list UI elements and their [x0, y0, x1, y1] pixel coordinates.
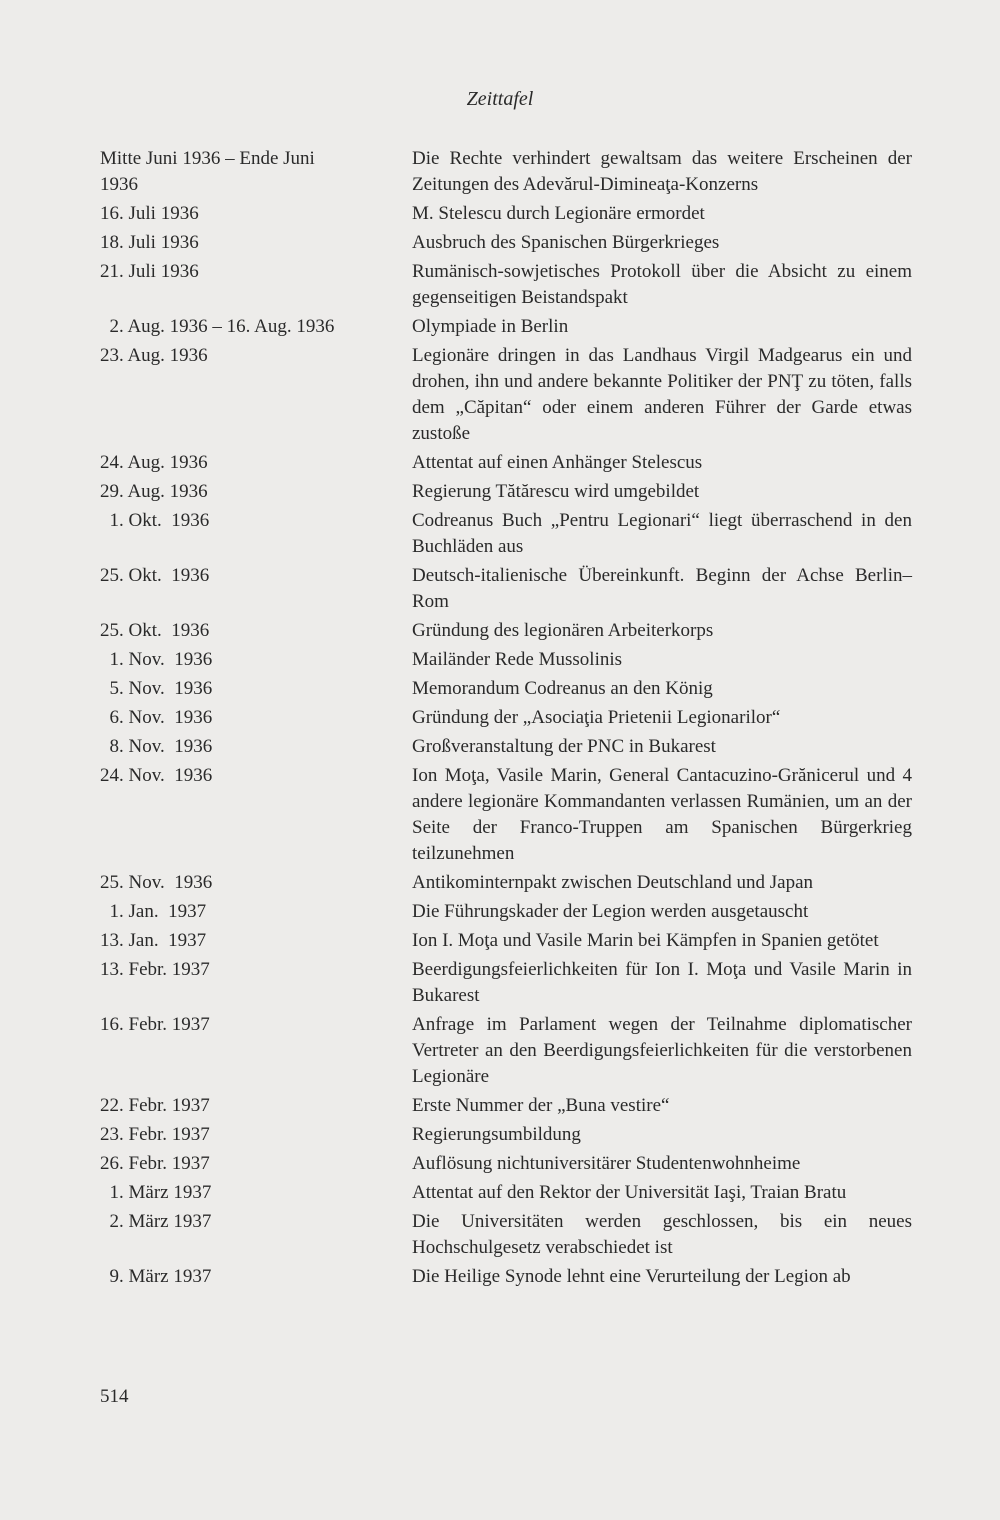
timeline-entry — [100, 1180, 912, 1206]
timeline-entry — [100, 647, 912, 673]
timeline-entry — [100, 676, 912, 702]
entry-date: 1. Nov. 1936 — [100, 649, 213, 670]
entry-date: 22. Febr. 1937 — [100, 1095, 210, 1116]
entry-text: Die Universitäten werden geschlossen, bis ein neues Hochschulgesetz verabschiedet ist — [412, 1211, 912, 1258]
entry-text: Codreanus Buch „Pentru Legionari“ liegt überraschend in den Buchläden aus — [412, 510, 912, 557]
entry-date: 24. Aug. 1936 — [100, 452, 208, 473]
entry-date: 2. Aug. 1936 – 16. Aug. 1936 — [100, 316, 335, 337]
entry-text: Die Rechte verhindert gewaltsam das weitere Erscheinen der Zeitungen des Adevărul-Dimineaţa-Konzerns — [412, 148, 912, 195]
timeline-entry — [100, 899, 912, 925]
timeline-entry — [100, 479, 912, 505]
entry-date: 16. Juli 1936 — [100, 203, 199, 224]
entry-text: Beerdigungsfeierlichkeiten für Ion I. Moţa und Vasile Marin in Bukarest — [412, 959, 912, 1006]
entry-text: Gründung des legionären Arbeiterkorps — [412, 620, 714, 641]
timeline-entry — [100, 1151, 912, 1177]
timeline-entry — [100, 343, 912, 447]
entry-text: Ausbruch des Spanischen Bürgerkrieges — [412, 232, 720, 253]
timeline-entry — [100, 230, 912, 256]
entry-date: 29. Aug. 1936 — [100, 481, 208, 502]
entry-text: Die Führungskader der Legion werden ausgetauscht — [412, 901, 809, 922]
timeline-entry — [100, 870, 912, 896]
entry-date: 13. Febr. 1937 — [100, 959, 210, 980]
entry-text: Mailänder Rede Mussolinis — [412, 649, 623, 670]
entry-date: 25. Nov. 1936 — [100, 872, 213, 893]
timeline-entry — [100, 450, 912, 476]
entry-text: Antikominternpakt zwischen Deutschland und Japan — [412, 872, 814, 893]
entry-date: 1. Okt. 1936 — [100, 510, 210, 531]
timeline-entry — [100, 1093, 912, 1119]
entry-date: 25. Okt. 1936 — [100, 620, 210, 641]
entry-date: 8. Nov. 1936 — [100, 736, 213, 757]
entry-date: 2. März 1937 — [100, 1211, 212, 1232]
entry-date: 24. Nov. 1936 — [100, 765, 213, 786]
timeline-entry — [100, 146, 912, 198]
entry-date: 26. Febr. 1937 — [100, 1153, 210, 1174]
entry-date: 23. Aug. 1936 — [100, 345, 208, 366]
entry-date: 1. Jan. 1937 — [100, 901, 207, 922]
entry-text: Ion Moţa, Vasile Marin, General Cantacuzino-Grănicerul und 4 andere legionäre Kommandanten verlassen Rumänien, um an der Seite der Franco-Truppen am Spanischen Bürgerkrieg teilzunehmen — [412, 765, 912, 864]
timeline-entry — [100, 1122, 912, 1148]
page-title: Zeittafel — [466, 88, 534, 110]
entry-date: 18. Juli 1936 — [100, 232, 199, 253]
entry-text: Gründung der „Asociaţia Prietenii Legionarilor“ — [412, 707, 781, 728]
timeline-entry — [100, 734, 912, 760]
entry-date: 6. Nov. 1936 — [100, 707, 213, 728]
entry-date: 16. Febr. 1937 — [100, 1014, 210, 1035]
timeline-entry — [100, 705, 912, 731]
timeline-entry — [100, 259, 912, 311]
entry-text: M. Stelescu durch Legionäre ermordet — [412, 203, 705, 224]
timeline-entry — [100, 314, 912, 340]
timeline-entry — [100, 957, 912, 1009]
entry-date: Mitte Juni 1936 – Ende Juni 1936 — [100, 148, 315, 195]
timeline-entry — [100, 201, 912, 227]
timeline-entry — [100, 1209, 912, 1261]
entry-date: 13. Jan. 1937 — [100, 930, 207, 951]
entry-date: 1. März 1937 — [100, 1182, 212, 1203]
timeline-entry — [100, 563, 912, 615]
entry-date: 9. März 1937 — [100, 1266, 212, 1287]
entry-text: Attentat auf den Rektor der Universität Iaşi, Traian Bratu — [412, 1182, 847, 1203]
entry-text: Regierungsumbildung — [412, 1124, 581, 1145]
entry-date: 21. Juli 1936 — [100, 261, 199, 282]
entry-text: Anfrage im Parlament wegen der Teilnahme diplomatischer Vertreter an den Beerdigungsfeierlichkeiten für die verstorbenen Legionäre — [412, 1014, 912, 1087]
entry-date: 23. Febr. 1937 — [100, 1124, 210, 1145]
timeline-entry — [100, 928, 912, 954]
entry-text: Auflösung nichtuniversitärer Studentenwohnheime — [412, 1153, 801, 1174]
timeline-entry — [100, 618, 912, 644]
chronology-list — [100, 146, 912, 1293]
entry-date: 5. Nov. 1936 — [100, 678, 213, 699]
entry-text: Ion I. Moţa und Vasile Marin bei Kämpfen in Spanien getötet — [412, 930, 879, 951]
entry-text: Olympiade in Berlin — [412, 316, 569, 337]
timeline-entry — [100, 1012, 912, 1090]
entry-text: Erste Nummer der „Buna vestire“ — [412, 1095, 670, 1116]
entry-text: Attentat auf einen Anhänger Stelescus — [412, 452, 703, 473]
timeline-entry — [100, 1264, 912, 1290]
entry-text: Memorandum Codreanus an den König — [412, 678, 713, 699]
entry-text: Großveranstaltung der PNC in Bukarest — [412, 736, 716, 757]
timeline-entry — [100, 508, 912, 560]
entry-text: Regierung Tătărescu wird umgebildet — [412, 481, 700, 502]
entry-date: 25. Okt. 1936 — [100, 565, 210, 586]
entry-text: Die Heilige Synode lehnt eine Verurteilung der Legion ab — [412, 1266, 851, 1287]
entry-text: Rumänisch-sowjetisches Protokoll über die Absicht zu einem gegenseitigen Beistandspakt — [412, 261, 912, 308]
page-number: 514 — [100, 1386, 129, 1407]
entry-text: Legionäre dringen in das Landhaus Virgil Madgearus ein und drohen, ihn und andere bekannte Politiker der PNŢ zu töten, falls dem „Căpitan“ oder einem anderen Führer der Garde etwas zustoße — [412, 345, 912, 444]
timeline-entry — [100, 763, 912, 867]
entry-text: Deutsch-italienische Übereinkunft. Beginn der Achse Berlin–Rom — [412, 565, 912, 612]
